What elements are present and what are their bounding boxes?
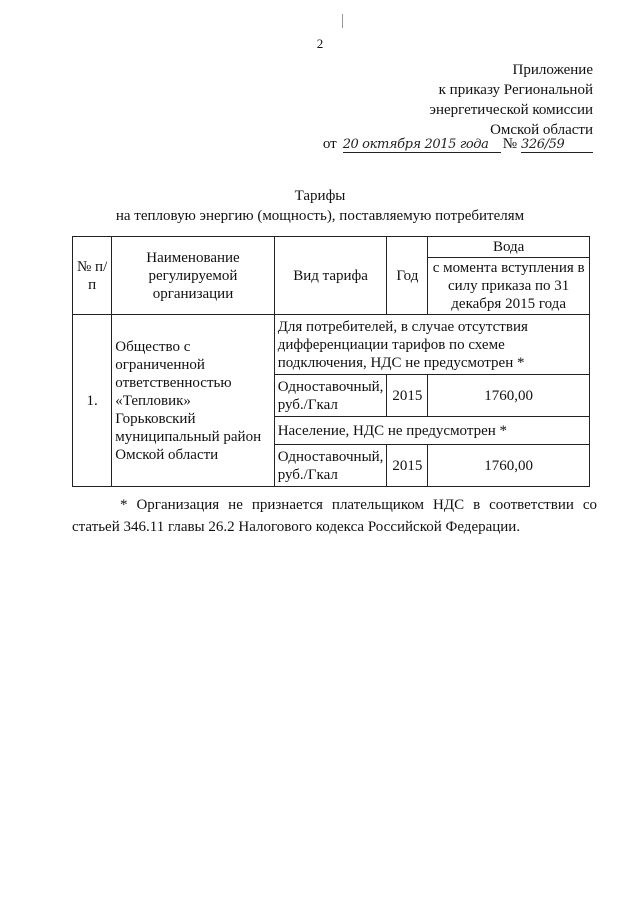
appendix-header bbox=[430, 60, 593, 140]
appendix-line-1: Приложение bbox=[512, 62, 593, 78]
title-line-2: на тепловую энергию (мощность), поставляемую потребителям bbox=[115, 208, 525, 224]
tariff-type: Одноставочный, руб./Гкал bbox=[274, 445, 387, 487]
document-title bbox=[0, 186, 640, 226]
row-number: 1. bbox=[73, 315, 112, 487]
header-tariff-type: Вид тарифа bbox=[274, 237, 387, 315]
order-number-sign: № bbox=[502, 136, 517, 152]
header-year: Год bbox=[387, 237, 428, 315]
appendix-line-2: к приказу Региональной bbox=[438, 82, 593, 98]
order-prefix: от bbox=[322, 136, 337, 152]
header-number: № п/п bbox=[73, 237, 112, 315]
tariff-type: Одноставочный, руб./Гкал bbox=[274, 375, 387, 417]
handwritten-order-number: 326/59 bbox=[521, 137, 593, 153]
order-reference bbox=[323, 134, 593, 154]
tariff-year: 2015 bbox=[387, 375, 428, 417]
handwritten-order-date: 20 октября 2015 года bbox=[343, 137, 501, 153]
page-number: 2 bbox=[316, 36, 324, 51]
appendix-line-3: энергетической комиссии bbox=[429, 102, 593, 118]
footnote: * Организация не признается плательщиком НДС в соответствии со статьей 346.11 главы 26.2 Налогового кодекса Российской Федерации. bbox=[72, 497, 597, 535]
tariff-value: 1760,00 bbox=[428, 375, 590, 417]
consumer-group-population: Население, НДС не предусмотрен * bbox=[274, 417, 589, 445]
tariffs-table bbox=[72, 236, 590, 487]
header-period: с момента вступления в силу приказа по 31 декабря 2015 года bbox=[428, 258, 590, 315]
scan-mark bbox=[342, 14, 343, 28]
table-header-row bbox=[73, 237, 590, 258]
consumer-group-general: Для потребителей, в случае отсутствия дифференциации тарифов по схеме подключения, НДС не предусмотрен * bbox=[274, 315, 589, 375]
tariff-value: 1760,00 bbox=[428, 445, 590, 487]
appendix-line-4: Омской области bbox=[490, 122, 593, 138]
tariff-year: 2015 bbox=[387, 445, 428, 487]
organization-name: Общество с ограниченной ответственностью «Тепловик» Горьковский муниципальный район Омской области bbox=[112, 315, 274, 487]
table-row bbox=[73, 315, 590, 375]
header-water: Вода bbox=[428, 237, 590, 258]
title-line-1: Тарифы bbox=[294, 188, 346, 204]
header-organization: Наименование регулируемой организации bbox=[112, 237, 274, 315]
